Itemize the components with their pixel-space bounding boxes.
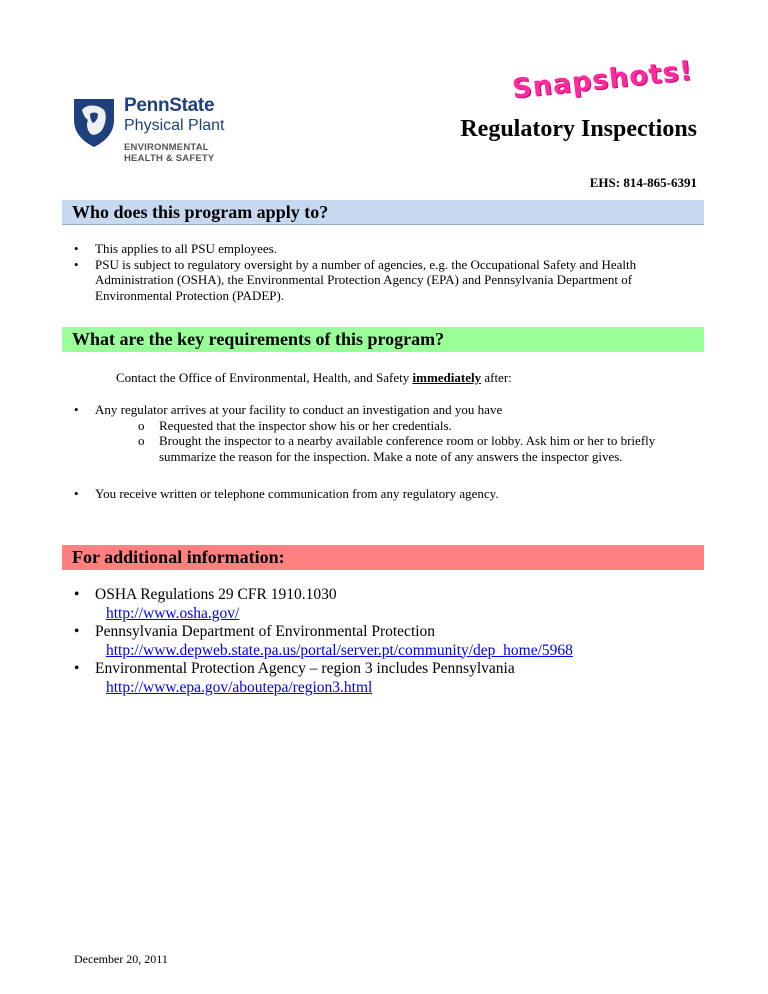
list-item [74, 586, 704, 623]
bullet-icon: • [74, 402, 79, 417]
bullet-icon: • [74, 256, 79, 272]
circle-bullet-icon: o [138, 433, 145, 448]
page-title: Regulatory Inspections [460, 116, 697, 142]
resource-title: Pennsylvania Department of Environmental Protection [95, 623, 436, 640]
requirements-list [74, 402, 694, 524]
sub-list-item [138, 433, 694, 464]
sub-list-item-text: Requested that the inspector show his or her credentials. [159, 417, 452, 433]
intro-text-end: after: [481, 370, 512, 385]
section-heading-additional-info: For additional information: [62, 545, 704, 570]
list-item [74, 402, 694, 464]
bullet-icon: • [74, 486, 79, 501]
list-item-text: PSU is subject to regulatory oversight by a number of agencies, e.g. the Occupational Safety and Health Administration (OSHA), the Environmental Protection Agency (EPA) and Pennsylvania Department of Environmental Protection (PADEP). [95, 256, 637, 303]
bullet-icon: • [74, 660, 80, 677]
list-item [74, 623, 704, 660]
list-item [74, 486, 694, 502]
logo-unit: Physical Plant [124, 117, 225, 134]
ehs-phone: EHS: 814-865-6391 [589, 175, 697, 190]
nittany-lion-shield-icon [72, 96, 116, 148]
section-heading-requirements: What are the key requirements of this program? [62, 327, 704, 352]
osha-link[interactable]: http://www.osha.gov/ [106, 604, 240, 622]
logo-subtitle [124, 142, 254, 164]
resources-list [74, 586, 704, 697]
logo-subtitle-line1: ENVIRONMENTAL [124, 142, 209, 153]
logo-subtitle-line2: HEALTH & SAFETY [124, 153, 215, 164]
who-list [74, 241, 704, 303]
bullet-icon: • [74, 586, 80, 603]
pennstate-logo [72, 96, 242, 168]
epa-link[interactable]: http://www.epa.gov/aboutepa/region3.html [106, 678, 373, 696]
logo-brand: PennState [124, 95, 215, 116]
resource-title: Environmental Protection Agency – region 3 includes Pennsylvania [95, 660, 515, 677]
sub-list-item [138, 418, 694, 434]
bullet-icon: • [74, 623, 80, 640]
section-heading-who: Who does this program apply to? [62, 200, 704, 225]
intro-text: Contact the Office of Environmental, Health, and Safety [116, 370, 413, 385]
list-item-text: You receive written or telephone communication from any regulatory agency. [95, 486, 499, 501]
sub-list [95, 418, 694, 465]
list-item [74, 257, 704, 304]
bullet-icon: • [74, 241, 79, 256]
intro-emphasis: immediately [412, 370, 482, 385]
list-item [74, 241, 704, 257]
list-item-text: This applies to all PSU employees. [95, 241, 277, 256]
list-item [74, 660, 704, 697]
footer-date: December 20, 2011 [74, 952, 168, 966]
circle-bullet-icon: o [138, 417, 145, 433]
resource-title: OSHA Regulations 29 CFR 1910.1030 [95, 586, 337, 603]
snapshots-wordart: Snapshots! [510, 55, 695, 105]
padep-link[interactable]: http://www.depweb.state.pa.us/portal/server.pt/community/dep_home/5968 [106, 641, 573, 659]
list-item-text: Any regulator arrives at your facility to conduct an investigation and you have [95, 402, 503, 417]
sub-list-item-text: Brought the inspector to a nearby available conference room or lobby. Ask him or her to briefly summarize the reason for the inspection. Make a note of any answers the inspector gives. [159, 433, 656, 464]
requirements-intro [116, 370, 512, 386]
